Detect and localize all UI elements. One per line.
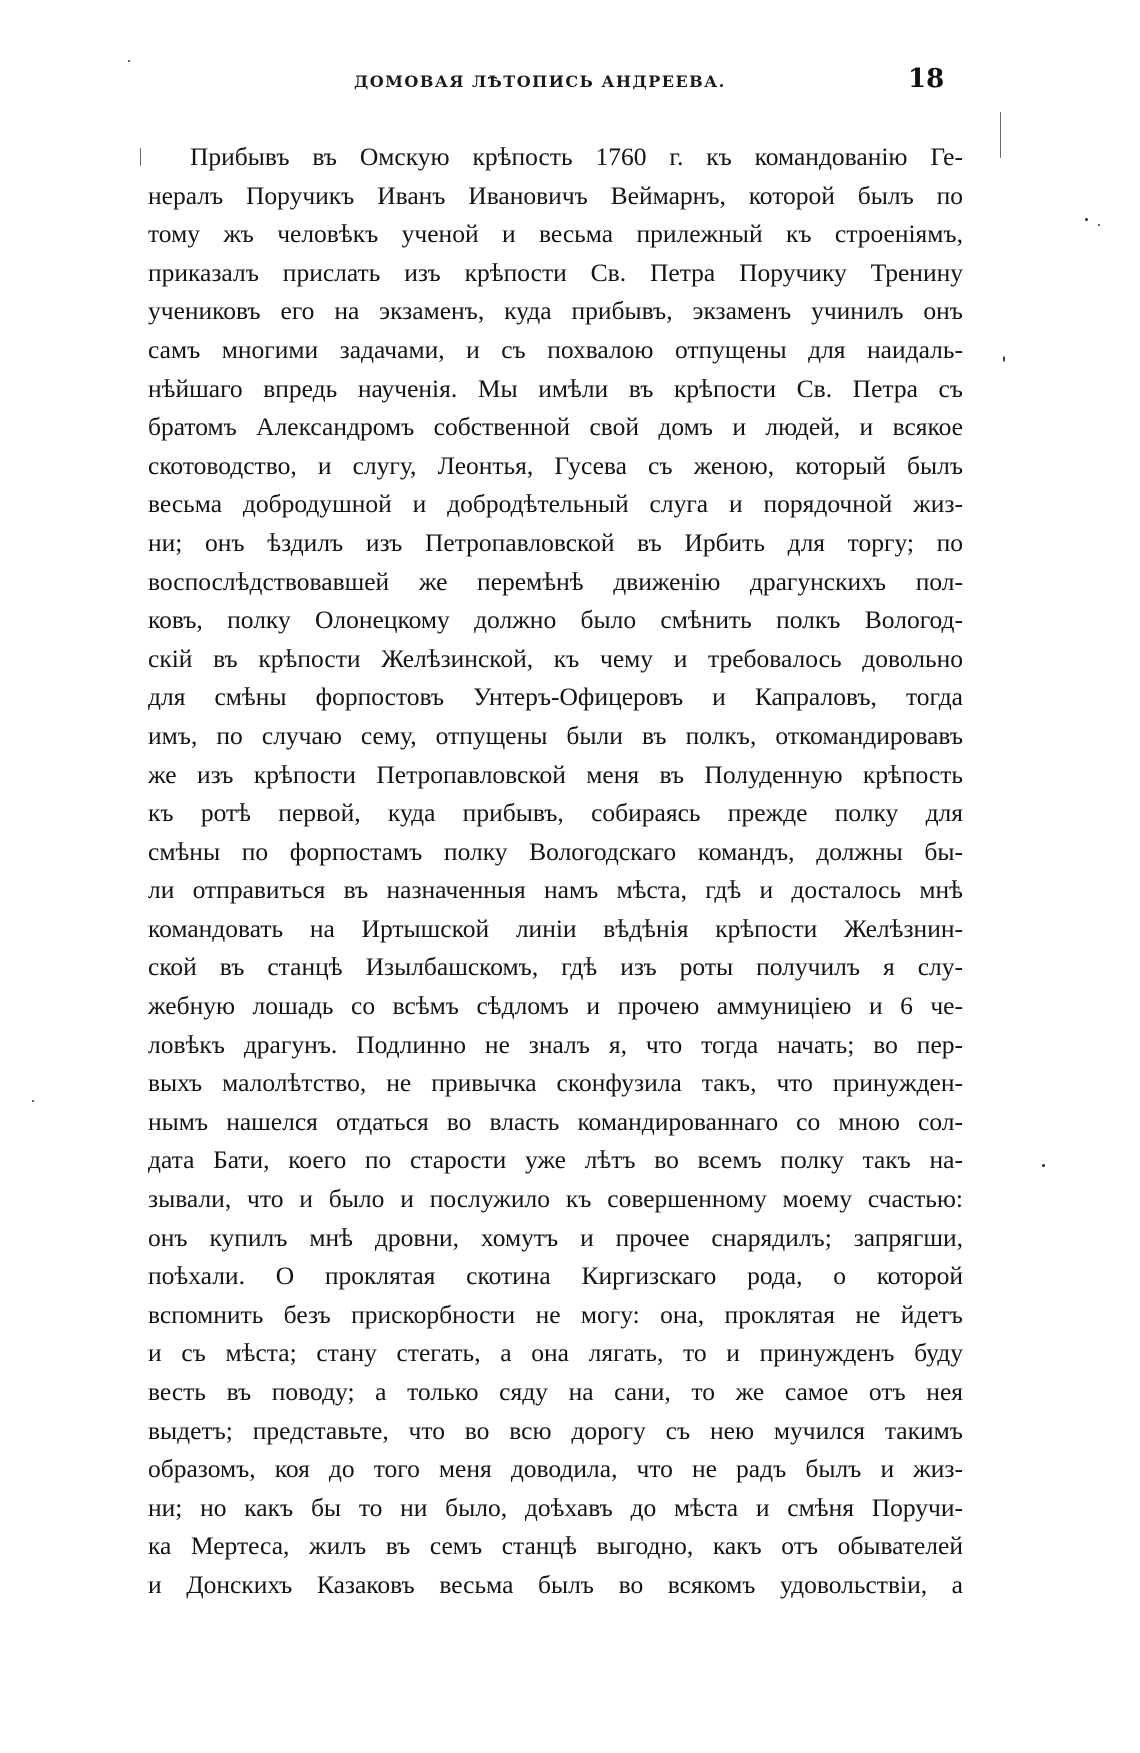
text-line: образомъ, коя до того меня доводила, что не радъ былъ и жиз- — [148, 1454, 963, 1484]
text-line: ка Мертеса, жилъ въ семъ станцѣ выгодно, какъ отъ обывателей — [148, 1531, 963, 1561]
text-line: дата Бати, коего по старости уже лѣтъ во всемъ полку такъ на- — [148, 1145, 963, 1175]
text-line: командовать на Иртышской линiи вѣдѣнiя крѣпости Желѣзнин- — [148, 913, 963, 943]
text-line: поѣхали. О проклятая скотина Киргизскаго рода, о которой — [148, 1261, 963, 1291]
text-line: самъ многими задачами, и съ похвалою отпущены для наидаль- — [148, 334, 963, 364]
running-title: ДОМОВАЯ ЛѢТОПИСЬ АНДРЕЕВА. — [354, 72, 726, 91]
text-line: же изъ крѣпости Петропавловской меня въ Полуденную крѣпость — [148, 759, 963, 789]
text-line: смѣны по форпостамъ полку Вологодскаго командъ, должны бы- — [148, 836, 963, 866]
text-line: нералъ Поручикъ Иванъ Ивановичъ Веймарнъ, которой былъ по — [148, 180, 963, 210]
text-line: зывали, что и было и послужило къ совершенному моему счастью: — [148, 1184, 963, 1214]
text-line: приказалъ прислать изъ крѣпости Св. Петра Поручику Тренину — [148, 257, 963, 287]
text-line: весть въ поводу; а только сяду на сани, то же самое отъ нея — [148, 1377, 963, 1406]
page-number: 18 — [908, 64, 945, 94]
scan-speck — [1003, 356, 1005, 362]
text-line: ской въ станцѣ Изылбашскомъ, гдѣ изъ роты получилъ я слу- — [148, 952, 963, 982]
text-line: онъ купилъ мнѣ дровни, хомутъ и прочее снарядилъ; запрягши, — [148, 1222, 963, 1252]
body-text — [148, 138, 963, 1605]
scan-speck — [1098, 224, 1100, 226]
text-line: Прибывъ въ Омскую крѣпость 1760 г. къ командованiю Ге- — [190, 142, 963, 171]
text-line: скотоводство, и слугу, Леонтья, Гусева съ женою, который былъ — [148, 450, 963, 480]
text-line: ковъ, полку Олонецкому должно было смѣнить полкъ Вологод- — [148, 605, 963, 635]
text-line: тому жъ человѣкъ ученой и весьма прилежный къ строенiямъ, — [148, 219, 963, 249]
text-line: къ ротѣ первой, куда прибывъ, собираясь прежде полку для — [148, 798, 963, 828]
scan-speck — [32, 1100, 34, 1102]
scan-margin-mark — [140, 148, 141, 166]
scan-speck — [1085, 218, 1088, 221]
text-line: выдетъ; представьте, что во всю дорогу съ нею мучился такимъ — [148, 1415, 963, 1445]
text-line: нымъ нашелся отдаться во власть командированнаго со мною сол- — [148, 1106, 963, 1136]
scan-speck — [128, 60, 130, 62]
text-line: выхъ малолѣтство, не привычка сконфузила такъ, что принужден- — [148, 1068, 963, 1098]
text-line: братомъ Александромъ собственной свой домъ и людей, и всякое — [148, 412, 963, 442]
text-line: ли отправиться въ назначенныя намъ мѣста, гдѣ и досталось мнѣ — [148, 875, 963, 905]
text-line: воспослѣдствовавшей же перемѣнѣ движенiю драгунскихъ пол- — [148, 566, 963, 596]
text-line: жебную лошадь со всѣмъ сѣдломъ и прочею аммуницiею и 6 че- — [148, 991, 963, 1021]
scan-margin-mark — [1000, 112, 1001, 158]
text-line: для смѣны форпостовъ Унтеръ-Офицеровъ и Капраловъ, тогда — [148, 682, 963, 712]
text-line: и съ мѣста; стану стегать, а она лягать, то и принужденъ буду — [148, 1338, 963, 1368]
text-line: весьма добродушной и добродѣтельный слуга и порядочной жиз- — [148, 489, 963, 519]
text-line: и Донскихъ Казаковъ весьма былъ во всякомъ удовольствiи, а — [148, 1569, 963, 1599]
text-line: учениковъ его на экзаменъ, куда прибывъ, экзаменъ учинилъ онъ — [148, 296, 963, 326]
text-line: ни; но какъ бы то ни было, доѣхавъ до мѣста и смѣня Поручи- — [148, 1492, 963, 1522]
scan-speck — [1042, 1164, 1045, 1167]
text-line: скiй въ крѣпости Желѣзинской, къ чему и требовалось довольно — [148, 643, 963, 673]
text-line: ни; онъ ѣздилъ изъ Петропавловской въ Ирбить для торгу; по — [148, 527, 963, 557]
text-line: вспомнить безъ прискорбности не могу: она, проклятая не йдетъ — [148, 1299, 963, 1329]
text-line: нѣйшаго впредь наученiя. Мы имѣли въ крѣпости Св. Петра съ — [148, 373, 963, 403]
text-line: имъ, по случаю сему, отпущены были въ полкъ, откомандировавъ — [148, 720, 963, 750]
text-line: ловѣкъ драгунъ. Подлинно не зналъ я, что тогда начать; во пер- — [148, 1029, 963, 1059]
